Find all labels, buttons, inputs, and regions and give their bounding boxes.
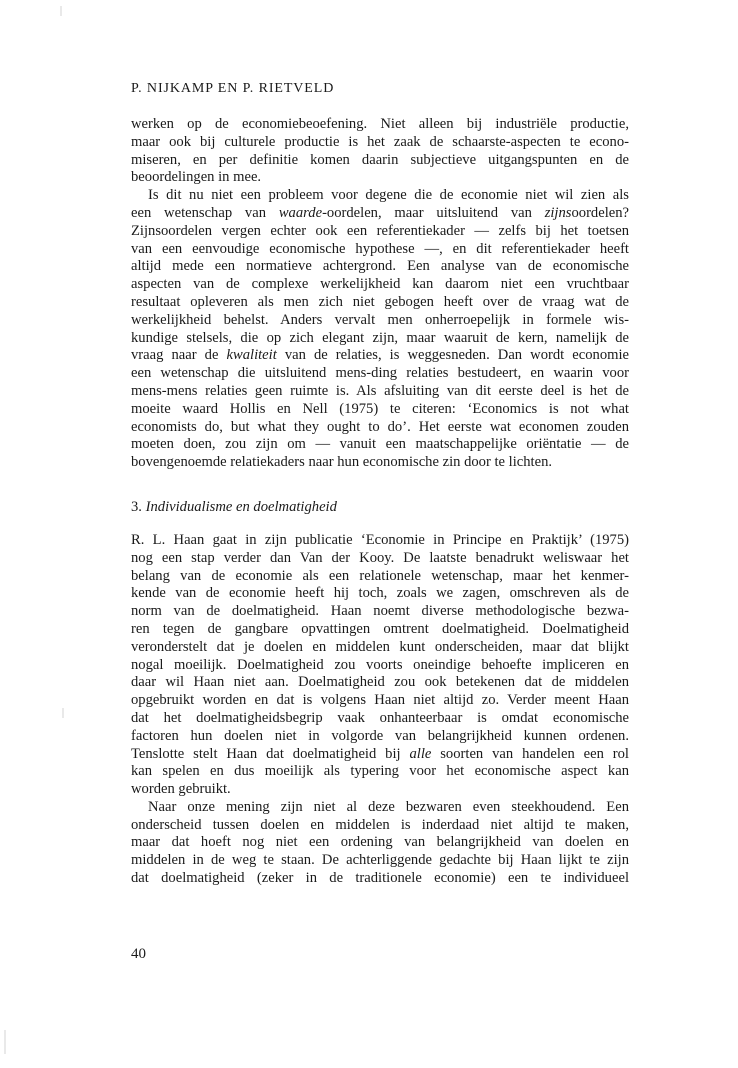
section-title: Individualisme en doelmatigheid (145, 498, 337, 515)
paragraph-2 (131, 187, 629, 472)
paragraph-4 (131, 799, 629, 888)
text-line: bovengenoemde relatiekaders naar hun economische zin door te lichten. (131, 454, 553, 471)
running-head: P. NIJKAMP EN P. RIETVELD (131, 81, 335, 96)
paragraph-3 (131, 532, 629, 799)
text-line: veronderstelt dat je doelen en middelen kunt onderscheiden, maar dat blijkt (131, 638, 629, 655)
text-line: economists do, but what they ought to do’. Het eerste wat economen zouden (131, 418, 629, 435)
text-line: Tenslotte stelt Haan dat doelmatigheid bij alle soorten van handelen een rol (131, 745, 629, 762)
text-line: Naar onze mening zijn niet al deze bezwaren even steekhoudend. Een (148, 798, 629, 815)
text-line: resultaat opleveren als men zich niet gebogen heeft over de vraag wat de (131, 293, 629, 310)
text-line: mens-mens relaties geen ruimte is. Als afsluiting van dit eerste deel is het de (131, 382, 629, 399)
text-line: aspecten van de complexe werkelijkheid kan daarom niet een vruchtbaar (131, 276, 629, 293)
paragraph-1 (131, 116, 629, 187)
text-line: norm van de doelmatigheid. Haan noemt diverse methodologische bezwa- (131, 603, 629, 620)
scan-mark (62, 708, 64, 718)
section-heading (131, 498, 629, 516)
text-line: maar ook bij culturele productie is het zaak de schaarste-aspecten te econo- (131, 133, 629, 150)
text-line: belang van de economie als een relationele wetenschap, maar het kenmer- (131, 567, 629, 584)
text-line: middelen in de weg te staan. De achterliggende gedachte bij Haan lijkt te zijn (131, 852, 629, 869)
text-line: van een eenvoudige economische hypothese —, en dit referentiekader heeft (131, 240, 629, 257)
text-line: kundige stelsels, die op zich elegant zijn, maar waaruit de kern, namelijk de (131, 329, 629, 346)
text-line: factoren hun doelen niet in volgorde van belangrijkheid kunnen ordenen. (131, 727, 629, 744)
emphasis-zijns: zijns (544, 204, 572, 221)
text-line: dat doelmatigheid (zeker in de traditionele economie) een te individueel (131, 870, 629, 887)
text-line: R. L. Haan gaat in zijn publicatie ‘Economie in Principe en Praktijk’ (1975) (131, 531, 629, 548)
text-line: opgebruikt worden en dat is volgens Haan niet altijd zo. Verder meent Haan (131, 692, 629, 709)
scan-mark (60, 6, 62, 16)
emphasis-alle: alle (409, 745, 432, 762)
text-line: onderscheid tussen doelen en middelen is inderdaad niet altijd te maken, (131, 816, 629, 833)
text-line: kende van de economie heeft hij toch, zoals we zagen, omschreven als de (131, 585, 629, 602)
text-line: moeten doen, zou zijn om — vanuit een maatschappelijke oriëntatie — de (131, 436, 629, 453)
text-line: worden gebruikt. (131, 781, 231, 798)
text-line: een wetenschap die uitsluitend mens-ding relaties bestudeert, en waarin voor (131, 365, 629, 382)
text-line: een wetenschap van waarde-oordelen, maar uitsluitend van zijnsoordelen? (131, 204, 630, 221)
document-page (131, 80, 629, 888)
text-line: beoordelingen in mee. (131, 169, 262, 186)
emphasis-kwaliteit: kwaliteit (226, 347, 277, 364)
text-line: ren tegen de gangbare opvattingen omtrent doelmatigheid. Doelmatigheid (131, 620, 629, 637)
text-line: miseren, en per definitie komen daarin subjectieve uitgangspunten en de (131, 151, 629, 168)
scan-mark (4, 1030, 6, 1054)
emphasis-waarde: waarde (278, 204, 323, 221)
text-line: werkelijkheid behelst. Anders vervalt men onherroepelijk in formele wis- (131, 311, 629, 328)
text-line: werken op de economiebeoefening. Niet alleen bij industriële productie, (131, 116, 629, 132)
text-line: nogal moeilijk. Doelmatigheid zou voorts oneindige behoefte impliceren en (131, 656, 629, 673)
text-line: daar wil Haan niet aan. Doelmatigheid zou ook betekenen dat de middelen (131, 674, 629, 691)
page-number: 40 (131, 946, 146, 962)
text-line: maar dat hoeft nog niet een ordening van belangrijkheid van doelen en (131, 834, 629, 851)
text-line: dat het doelmatigheidsbegrip vaak onhanteerbaar is omdat economische (131, 709, 629, 726)
text-line: vraag naar de kwaliteit van de relaties, is weggesneden. Dan wordt economie (131, 347, 629, 364)
text-line: kan spelen en dus moeilijk als typering voor het economische aspect kan (131, 763, 629, 780)
text-line: altijd mede een normatieve achtergrond. Een analyse van de economische (131, 258, 629, 275)
text-line: Zijnsoordelen vergen echter ook een referentiekader — zelfs bij het toetsen (131, 222, 629, 239)
section-number: 3. (131, 498, 142, 515)
text-line: Is dit nu niet een probleem voor degene die de economie niet wil zien als (148, 187, 629, 204)
text-line: moeite waard Hollis en Nell (1975) te citeren: ‘Economics is not what (131, 400, 629, 417)
text-line: nog een stap verder dan Van der Kooy. De laatste benadrukt weliswaar het (131, 549, 629, 566)
